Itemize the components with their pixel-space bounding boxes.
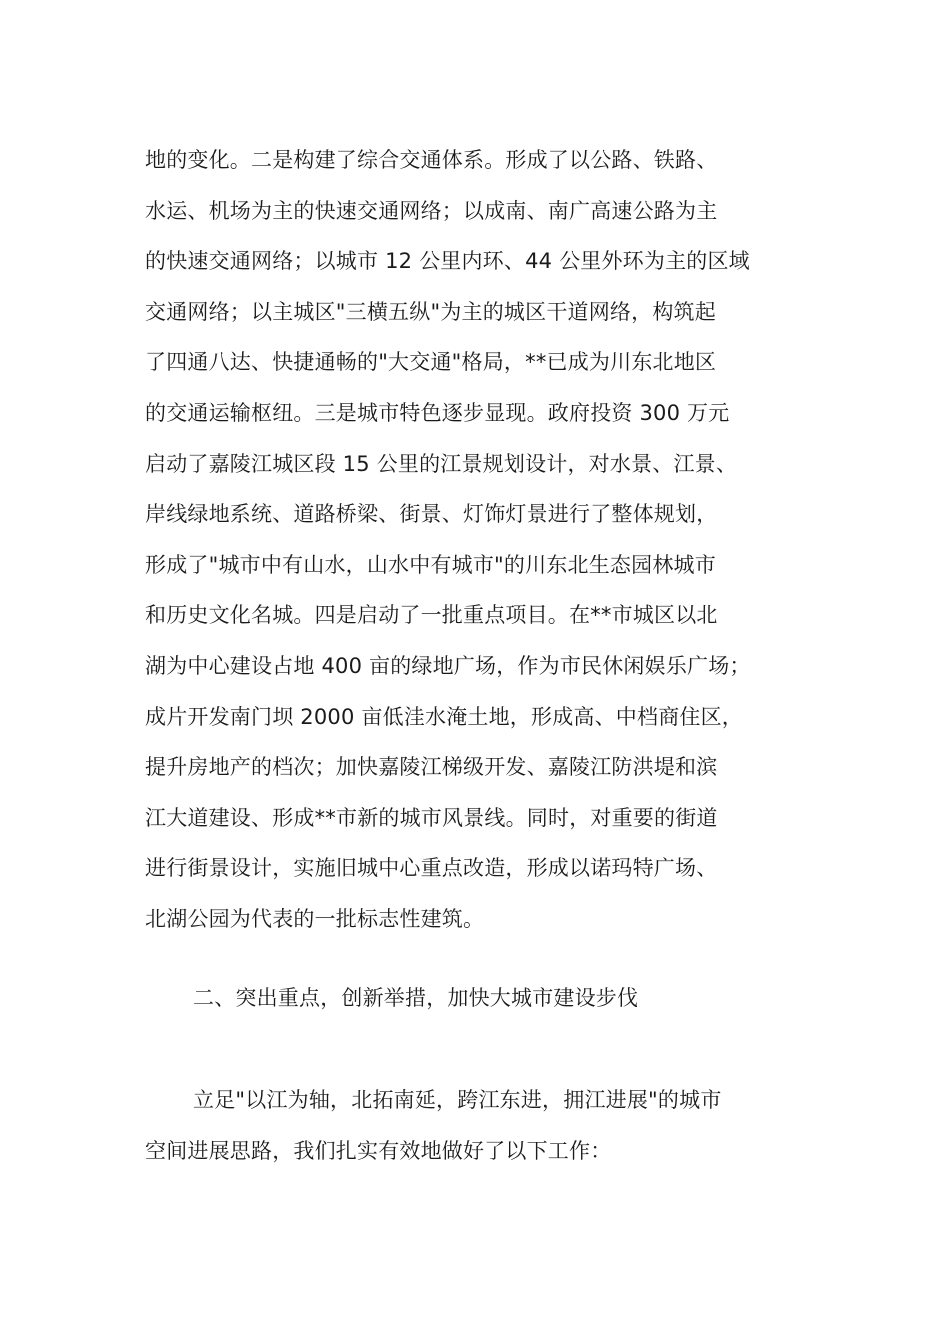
paragraph-body: [145, 135, 825, 945]
paragraph-body-2: [145, 1075, 825, 1176]
paragraph-line: 交通网络；以主城区"三横五纵"为主的城区干道网络，构筑起: [145, 299, 716, 324]
paragraph-line: 的快速交通网络；以城市 12 公里内环、44 公里外环为主的区域: [145, 249, 750, 274]
paragraph-line: 立足"以江为轴，北拓南延，跨江东进，拥江进展"的城市: [193, 1088, 722, 1112]
paragraph-line: 进行街景设计，实施旧城中心重点改造，形成以诺玛特广场、: [145, 856, 718, 881]
paragraph-line: 地的变化。二是构建了综合交通体系。形成了以公路、铁路、: [145, 148, 718, 172]
paragraph-line: 的交通运输枢纽。三是城市特色逐步显现。政府投资 300 万元: [145, 400, 730, 425]
paragraph-line: 和历史文化名城。四是启动了一批重点项目。在**市城区以北: [145, 603, 718, 628]
paragraph-line: 提升房地产的档次；加快嘉陵江梯级开发、嘉陵江防洪堤和滨: [145, 755, 718, 780]
section-heading: 二、突出重点，创新举措，加快大城市建设步伐: [193, 986, 639, 1010]
paragraph-line: 江大道建设、形成**市新的城市风景线。同时，对重要的街道: [145, 805, 718, 830]
paragraph-line: 启动了嘉陵江城区段 15 公里的江景规划设计，对水景、江景、: [145, 451, 738, 476]
paragraph-line: 空间进展思路，我们扎实有效地做好了以下工作：: [145, 1138, 612, 1163]
paragraph-line: 岸线绿地系统、道路桥梁、街景、灯饰灯景进行了整体规划，: [145, 502, 718, 527]
paragraph-line: 了四通八达、快捷通畅的"大交通"格局，**已成为川东北地区: [145, 350, 717, 375]
paragraph-line: 湖为中心建设占地 400 亩的绿地广场，作为市民休闲娱乐广场；: [145, 653, 751, 678]
paragraph-line: 成片开发南门坝 2000 亩低洼水淹土地，形成高、中档商住区，: [145, 704, 743, 729]
paragraph-line: 水运、机场为主的快速交通网络；以成南、南广高速公路为主: [145, 198, 718, 223]
paragraph-line: 形成了"城市中有山水，山水中有城市"的川东北生态园林城市: [145, 552, 716, 577]
paragraph-line: 北湖公园为代表的一批标志性建筑。: [145, 906, 485, 931]
